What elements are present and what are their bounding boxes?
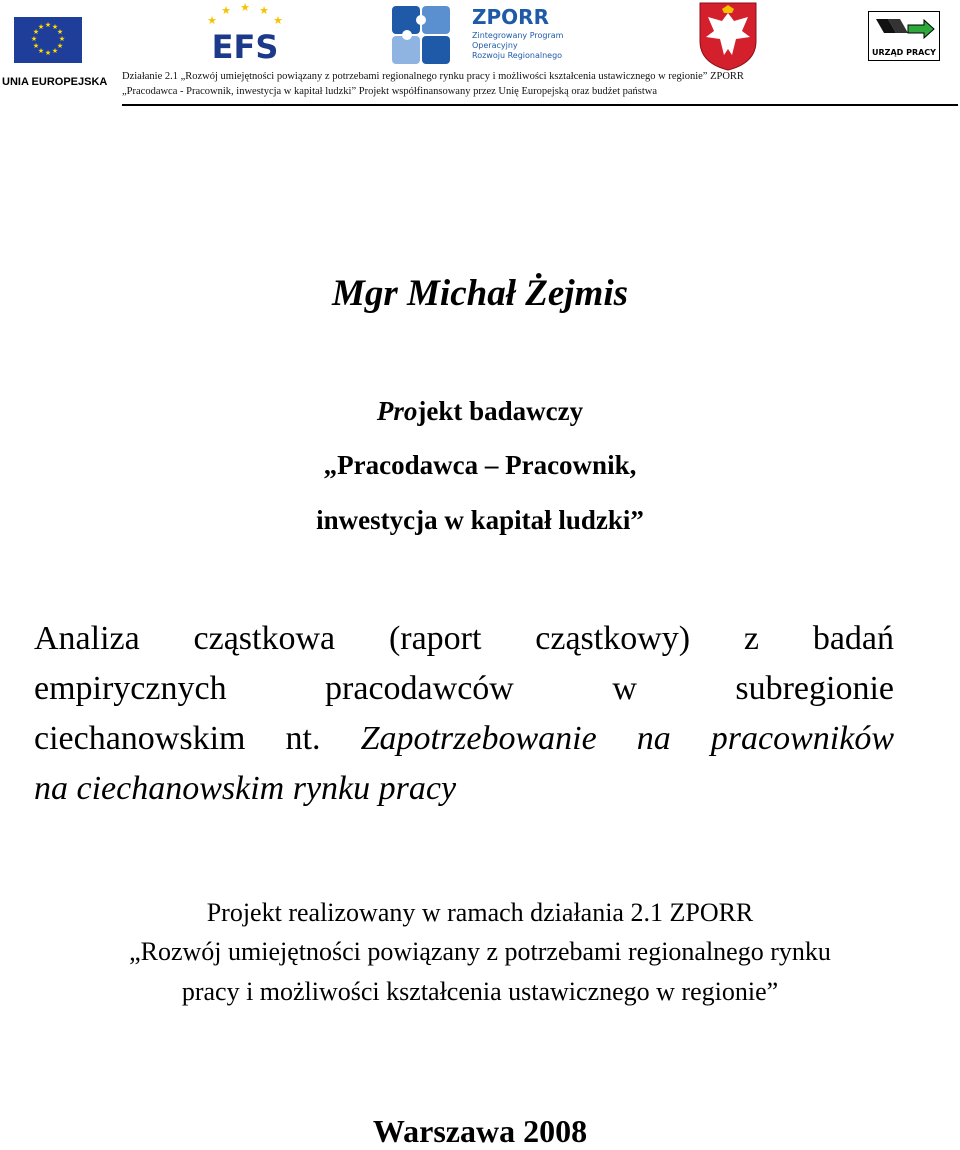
svg-text:★: ★ [56, 28, 64, 36]
svg-text:★: ★ [221, 4, 231, 17]
header-divider [122, 104, 958, 106]
project-type-italic: Pro [376, 396, 418, 426]
svg-text:★: ★ [259, 4, 269, 17]
svg-text:★: ★ [32, 42, 40, 50]
realization-line-1: Projekt realizowany w ramach działania 2.1 ZPORR [206, 898, 754, 927]
zporr-title: ZPORR [472, 5, 549, 29]
efs-logo-text: EFS [211, 28, 279, 66]
up-logo-text: URZĄD PRACY [872, 48, 936, 57]
author-name: Mgr Michał Żejmis [331, 273, 629, 314]
project-title-line-1: „Pracodawca – Pracownik, [323, 450, 637, 480]
svg-text:★: ★ [58, 35, 66, 43]
header-project-line: „Pracodawca - Pracownik, inwestycja w kapitał ludzki” Projekt współfinansowany przez Unię Europejską oraz budżet państwa [122, 86, 658, 97]
project-title-line-2: inwestycja w kapitał ludzki” [316, 505, 644, 535]
urzad-pracy-logo [868, 11, 940, 61]
project-type-line [0, 396, 960, 427]
svg-text:★: ★ [51, 47, 59, 55]
efs-logo [198, 2, 292, 64]
place-year: Warszawa 2008 [372, 1113, 588, 1149]
eu-flag-logo [14, 17, 82, 63]
analysis-line-1: Analiza cząstkowa (raport cząstkowy) z badań [34, 620, 894, 657]
svg-text:★: ★ [30, 35, 38, 43]
svg-text:★: ★ [37, 47, 45, 55]
eu-caption: UNIA EUROPEJSKA [2, 76, 108, 88]
svg-text:★: ★ [51, 23, 59, 31]
analysis-line-2: empirycznych pracodawców w subregionie [34, 670, 894, 707]
svg-text:★: ★ [56, 42, 64, 50]
zporr-subtitle-2: Operacyjny [472, 41, 518, 50]
svg-text:★: ★ [273, 14, 283, 27]
analysis-line-4: na ciechanowskim rynku pracy [34, 770, 457, 807]
svg-text:★: ★ [44, 21, 52, 29]
realization-line-2: „Rozwój umiejętności powiązany z potrzebami regionalnego rynku [129, 937, 831, 966]
zporr-logo [390, 2, 564, 68]
header-program-line: Działanie 2.1 „Rozwój umiejętności powiązany z potrzebami regionalnego rynku pracy i możliwości kształcenia ustawicznego w regionie” ZPORR [122, 71, 744, 82]
zporr-subtitle-3: Rozwoju Regionalnego [472, 51, 563, 60]
zporr-subtitle-1: Zintegrowany Program [472, 31, 564, 40]
svg-text:★: ★ [44, 49, 52, 57]
svg-text:★: ★ [240, 1, 250, 14]
analysis-line-3 [34, 714, 894, 764]
mazovia-coat-of-arms-logo [698, 1, 758, 71]
analysis-line-3-italic: Zapotrzebowanie na pracowników [360, 720, 895, 757]
svg-text:★: ★ [207, 14, 217, 27]
analysis-line-3-normal: ciechanowskim nt. [34, 720, 321, 757]
realization-line-3: pracy i możliwości kształcenia ustawicznego w regionie” [181, 977, 779, 1006]
svg-text:★: ★ [37, 23, 45, 31]
svg-text:★: ★ [32, 28, 40, 36]
project-type-rest: jekt badawczy [417, 396, 584, 426]
